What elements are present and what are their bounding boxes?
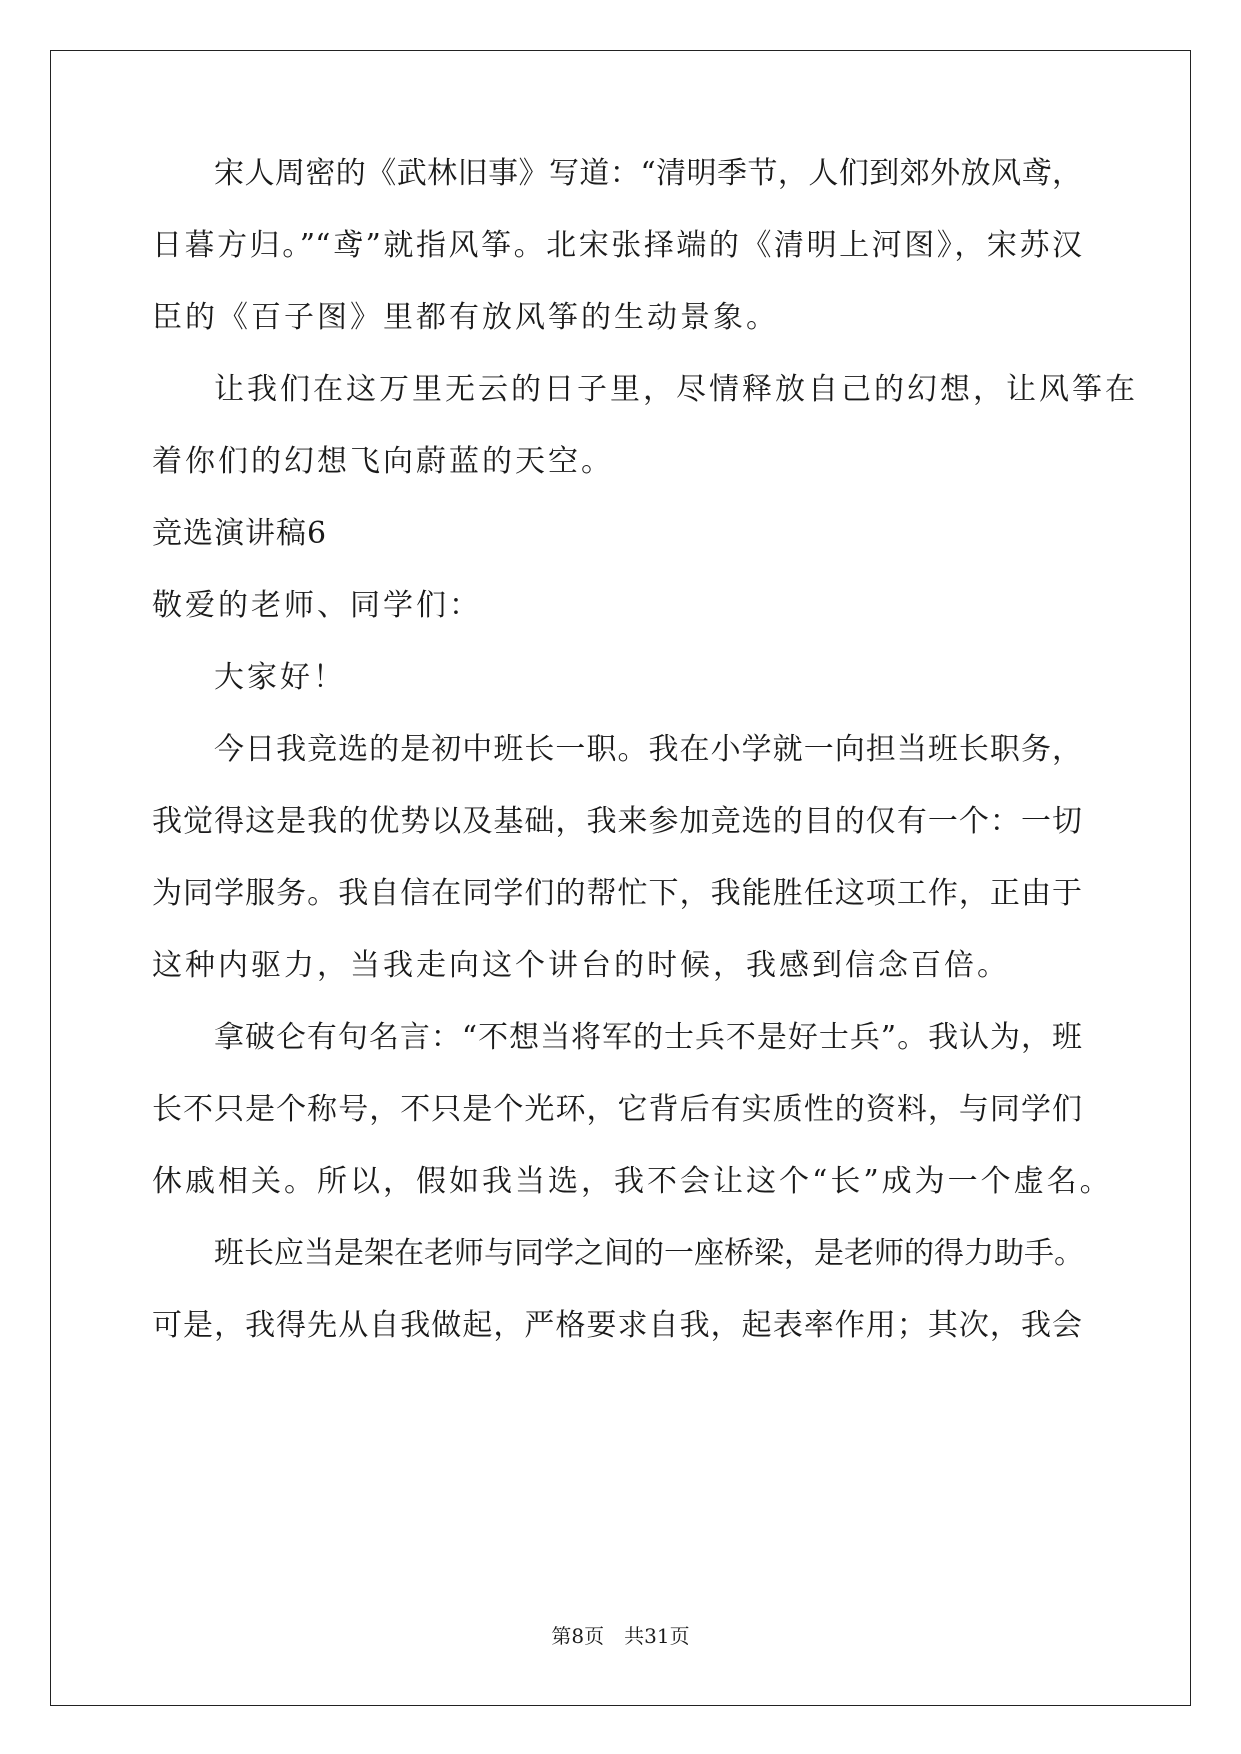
paragraph-line: 可是，我得先从自我做起，严格要求自我，起表率作用；其次，我会 <box>152 1308 1082 1343</box>
paragraph-line: 宋人周密的《武林旧事》写道：“清明季节，人们到郊外放风鸢， <box>214 156 1082 191</box>
paragraph-line: 臣的《百子图》里都有放风筝的生动景象。 <box>152 300 779 335</box>
paragraph-line: 我觉得这是我的优势以及基础，我来参加竞选的目的仅有一个：一切 <box>152 804 1082 839</box>
paragraph-line: 日暮方归。”“鸢”就指风筝。北宋张择端的《清明上河图》，宋苏汉 <box>152 228 1082 263</box>
paragraph-line: 让我们在这万里无云的日子里，尽情释放自己的幻想，让风筝在 <box>214 372 1138 407</box>
paragraph-line: 这种内驱力，当我走向这个讲台的时候，我感到信念百倍。 <box>152 948 1010 983</box>
paragraph-line: 拿破仑有句名言：“不想当将军的士兵不是好士兵”。我认为，班 <box>214 1020 1082 1055</box>
paragraph-line: 为同学服务。我自信在同学们的帮忙下，我能胜任这项工作，正由于 <box>152 876 1082 911</box>
paragraph-line: 着你们的幻想飞向蔚蓝的天空。 <box>152 444 614 479</box>
greeting: 大家好！ <box>214 660 346 695</box>
paragraph-line: 长不只是个称号，不只是个光环，它背后有实质性的资料，与同学们 <box>152 1092 1082 1127</box>
page-number-footer: 第8页 共31页 <box>551 1624 690 1648</box>
paragraph-line: 休戚相关。所以，假如我当选，我不会让这个“长”成为一个虚名。 <box>152 1164 1113 1199</box>
paragraph-line: 今日我竞选的是初中班长一职。我在小学就一向担当班长职务， <box>214 732 1082 767</box>
section-heading: 竞选演讲稿6 <box>152 516 328 551</box>
salutation: 敬爱的老师、同学们： <box>152 588 482 623</box>
paragraph-line: 班长应当是架在老师与同学之间的一座桥梁，是老师的得力助手。 <box>214 1236 1084 1271</box>
